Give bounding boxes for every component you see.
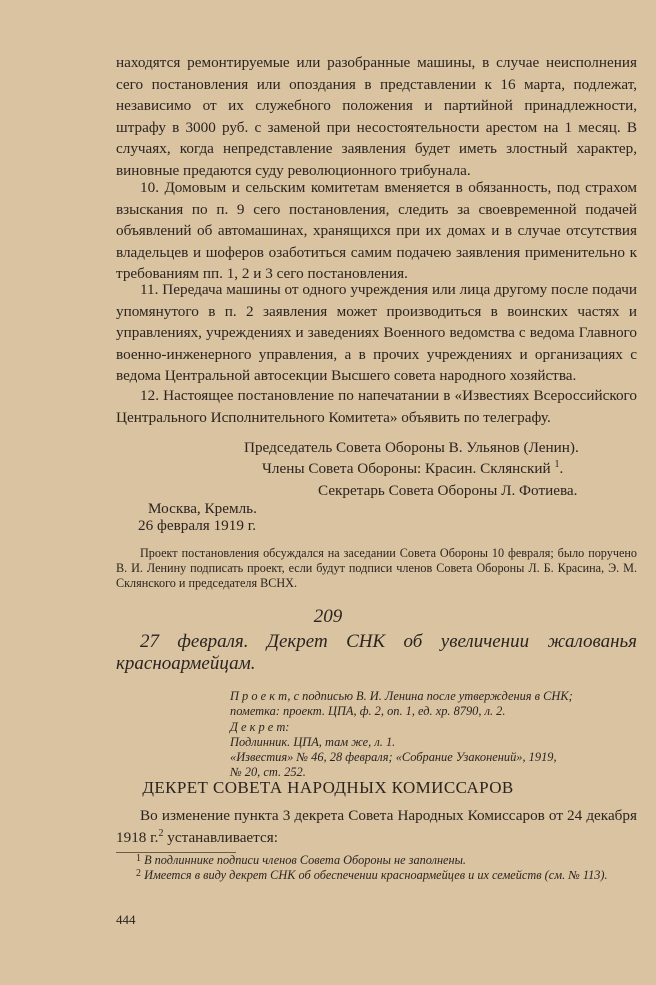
decree-intro bbox=[116, 805, 637, 848]
source-line: Подлинник. ЦПА, там же, л. 1. bbox=[230, 734, 396, 749]
signature-chairman: Председатель Совета Обороны В. Ульянов (Ленин). bbox=[244, 439, 579, 456]
document-title: 27 февраля. Декрет СНК об увеличении жалованья красноармейцам. bbox=[116, 631, 637, 674]
decree-heading: ДЕКРЕТ СОВЕТА НАРОДНЫХ КОМИССАРОВ bbox=[142, 778, 514, 797]
source-references bbox=[230, 689, 637, 781]
signature-members-text: Члены Совета Обороны: Красин. Склянский bbox=[262, 460, 551, 477]
footnote bbox=[116, 866, 637, 883]
source-line: П р о е к т, с подписью В. И. Ленина после утверждения в СНК; bbox=[230, 689, 573, 703]
paragraph-12: 12. Настоящее постановление по напечатании в «Известиях Всероссийского Центрального Исполнительного Комитета» объявить по телеграфу. bbox=[116, 387, 637, 426]
footnote-text: Имеется в виду декрет СНК об обеспечении красноармейцев и их семейств (см. № 113). bbox=[144, 868, 608, 882]
source-line: Д е к р е т: bbox=[230, 719, 290, 734]
decree-intro-text: Во изменение пункта 3 декрета Совета Народных Комиссаров от 24 декабря 1918 г. bbox=[116, 807, 637, 846]
footnote-text: В подлиннике подписи членов Совета Обороны не заполнены. bbox=[144, 853, 467, 867]
footnote-ref-1: 1 bbox=[554, 458, 560, 470]
footnote-ref-2: 2 bbox=[158, 827, 164, 839]
signature-place: Москва, Кремль. bbox=[148, 500, 257, 517]
footnote-mark: 1 bbox=[136, 853, 141, 864]
source-line: № 20, ст. 252. bbox=[230, 765, 306, 780]
decree-intro-end: устанавливается: bbox=[163, 828, 278, 846]
document-number: 209 bbox=[313, 606, 343, 627]
paragraph-10: 10. Домовым и сельским комитетам вменяется в обязанность, под страхом взыскания по п. 9 сего постановления, следить за своевременной подачей объявлений об автомашинах, хранящихся при их домах и в случае отсутствия владельцев и шоферов озаботиться самим подачею заявления применительно к требованиям пп. 1, 2 и 3 сего постановления. bbox=[116, 179, 637, 283]
source-line: пометка: проект. ЦПА, ф. 2, оп. 1, ед. хр. 8790, л. 2. bbox=[230, 704, 506, 719]
paragraph-continuation: находятся ремонтируемые или разобранные машины, в случае неисполнения сего постановления или опоздания в представлении к 16 марта, подлежат, независимо от их служебного положения и партийной принадлежности, штрафу в 3000 руб. с заменой при несостоятельности арестом на 1 месяц. В случаях, когда непредставление заявления будет иметь злостный характер, виновные предаются суду революционного трибунала. bbox=[116, 54, 637, 179]
signature-members: Члены Совета Обороны: Красин. Склянский $^1$. bbox=[262, 458, 564, 477]
source-line: «Известия» № 46, 28 февраля; «Собрание Узаконений», 1919, bbox=[230, 750, 557, 765]
page-number: 444 bbox=[116, 912, 136, 927]
paragraph-11: 11. Передача машины от одного учреждения или лица другому после подачи упомянутого в п. 2 заявления может производиться в воинских частях и управлениях, учреждениях и заведениях Военного ведомства с ведома Главного военно-инженерного управления, а в прочих учреждениях и организациях с ведома Центральной автосекции Высшего совета народного хозяйства. bbox=[116, 281, 637, 385]
signature-secretary: Секретарь Совета Обороны Л. Фотиева. bbox=[318, 482, 578, 499]
footnote-mark: 2 bbox=[136, 868, 141, 879]
editor-note: Проект постановления обсуждался на заседании Совета Обороны 10 февраля; было поручено В. И. Ленину подписать проект, если будут подписи членов Совета Обороны Л. Б. Красина, Э. М. Склянского и председателя ВСНХ. bbox=[116, 546, 637, 591]
signature-date: 26 февраля 1919 г. bbox=[138, 517, 257, 534]
